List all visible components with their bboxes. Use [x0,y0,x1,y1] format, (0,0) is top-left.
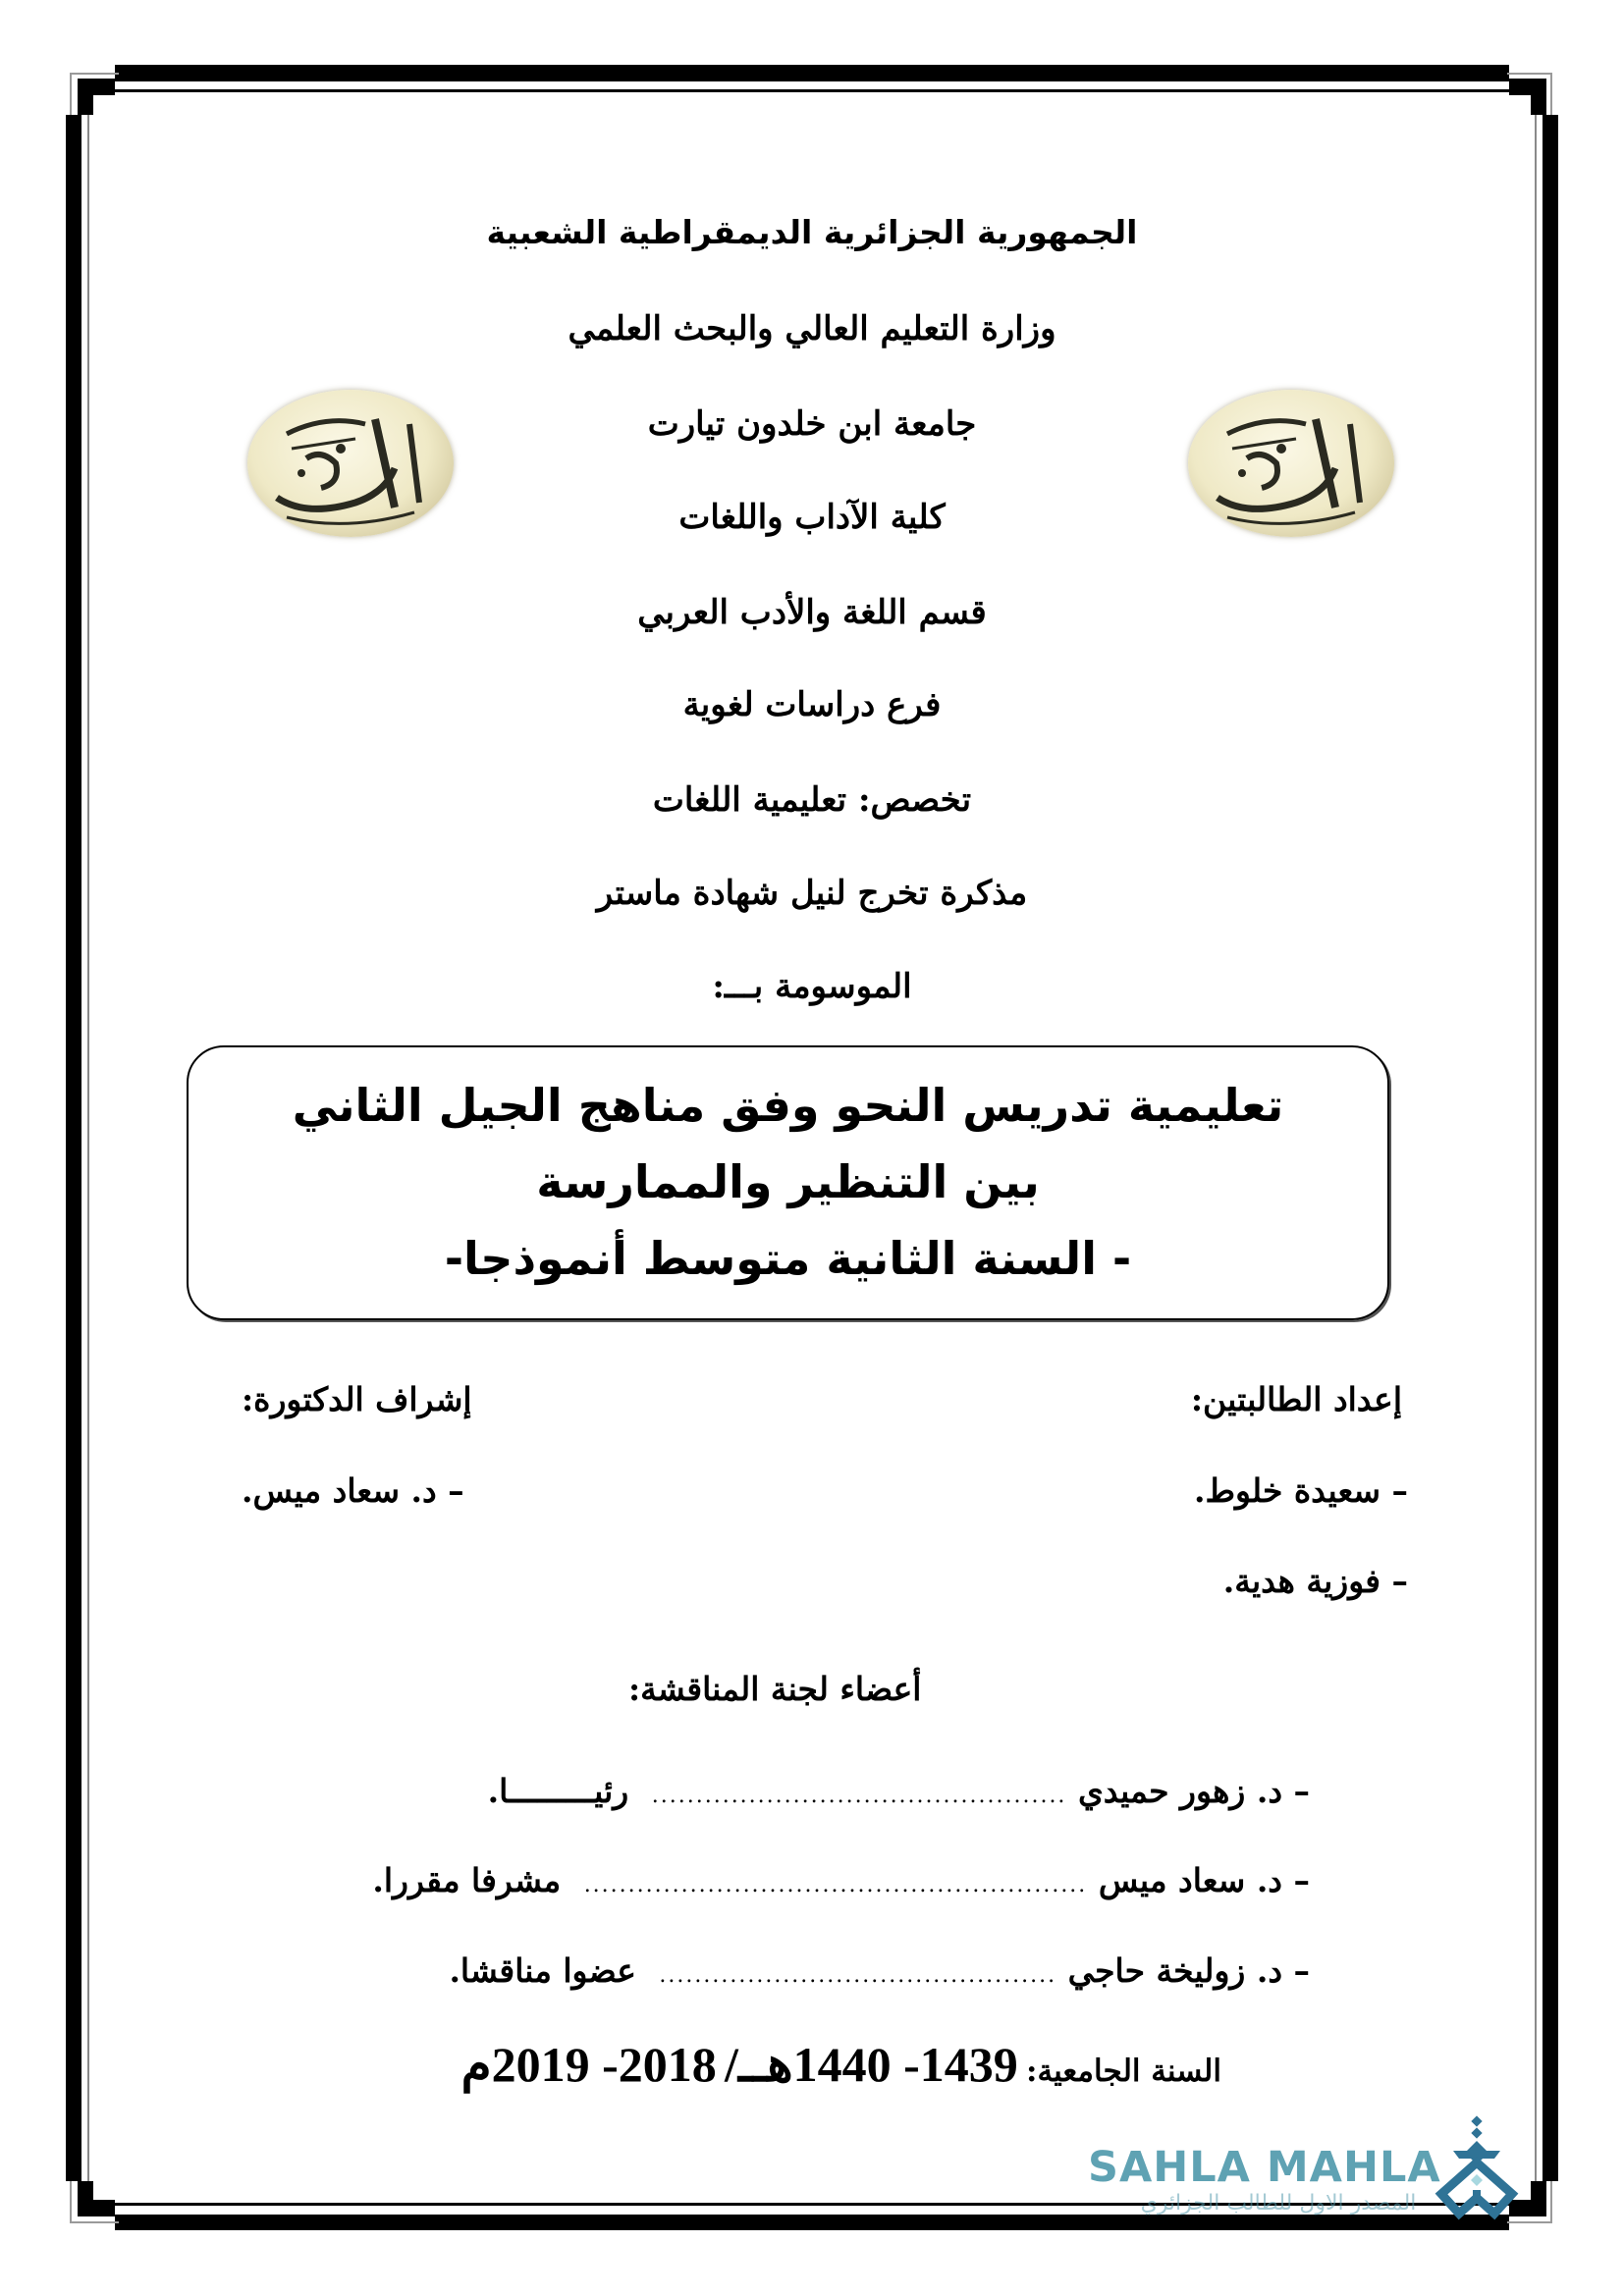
academic-year-gregorian: 2018- 2019م [460,2037,717,2092]
university-seal-right-icon [1188,390,1394,537]
committee-member-role: عضوا مناقشا. [449,1951,636,1990]
committee-member-row [449,1944,1310,2003]
frame-bottom-left-corner-h [78,2200,115,2216]
header-republic: الجمهورية الجزائرية الديمقراطية الشعبية [486,213,1138,251]
sahla-mahla-logo-icon [1434,2115,1522,2223]
thesis-title-line-1: تعليمية تدريس النحو وفق مناهج الجيل الثاني [292,1079,1284,1132]
students-heading: إعداد الطالبتين: [1190,1380,1402,1418]
header-department: قسم اللغة والأدب العربي [637,593,987,632]
header-branch: فرع دراسات لغوية [682,685,942,724]
committee-member-name: – د. سعاد ميس [1098,1861,1310,1899]
committee-member-row [488,1764,1310,1824]
supervisor-heading: إشراف الدكتورة: [242,1380,472,1418]
frame-top-right-corner-v [1531,79,1546,115]
thesis-title-line-2: بين التنظير والممارسة [536,1155,1040,1208]
committee-member-role: رئيـــــــــا. [487,1772,629,1810]
calligraphy-seal-icon [1188,390,1394,537]
committee-member-role: مشرفا مقررا. [372,1861,562,1899]
watermark-brand: SAHLA MAHLA [1088,2143,1441,2192]
committee-member-name: – د. زهور حميدي [1077,1772,1310,1810]
header-university: جامعة ابن خلدون تيارت [647,404,977,444]
watermark-tagline: المصدر الاول للطالب الجزائري [1140,2191,1417,2216]
academic-year [461,2032,1221,2104]
thesis-title-box [187,1045,1389,1320]
header-thesis-type: مذكرة تخرج لنيل شهادة ماستر [596,874,1028,913]
frame-top-inner-line [115,89,1509,92]
header-faculty: كلية الآداب واللغات [678,498,946,537]
header-specialty: تخصص: تعليمية اللغات [652,780,972,820]
supervisor-name: – د. سعاد ميس. [242,1471,464,1510]
committee-member-row [372,1853,1310,1913]
frame-top-left-corner-v [78,79,93,115]
committee-member-dots: ............................................... [651,1784,1067,1808]
student-name: – سعيدة خلوط. [1194,1471,1408,1510]
calligraphy-seal-icon [247,390,454,537]
university-seal-left-icon [247,390,454,537]
student-name: – فوزية هدية. [1222,1562,1408,1600]
header-ministry: وزارة التعليم العالي والبحث العلمي [568,309,1056,348]
committee-member-name: – د. زوليخة حاجي [1067,1951,1310,1990]
frame-top-bar [115,65,1509,81]
thesis-title-line-3: - السنة الثانية متوسط أنموذجا- [444,1232,1132,1285]
committee-member-dots: ......................................................... [583,1873,1088,1897]
header-titled: الموسومة بـــ: [712,967,912,1006]
academic-year-label: السنة الجامعية: [1026,2054,1221,2089]
frame-bottom-bar [115,2215,1509,2230]
committee-member-dots: ............................................. [659,1963,1057,1988]
committee-heading: أعضاء لجنة المناقشة: [628,1670,922,1708]
academic-year-hijri: 1439- 1440هــ/ [725,2037,1018,2092]
